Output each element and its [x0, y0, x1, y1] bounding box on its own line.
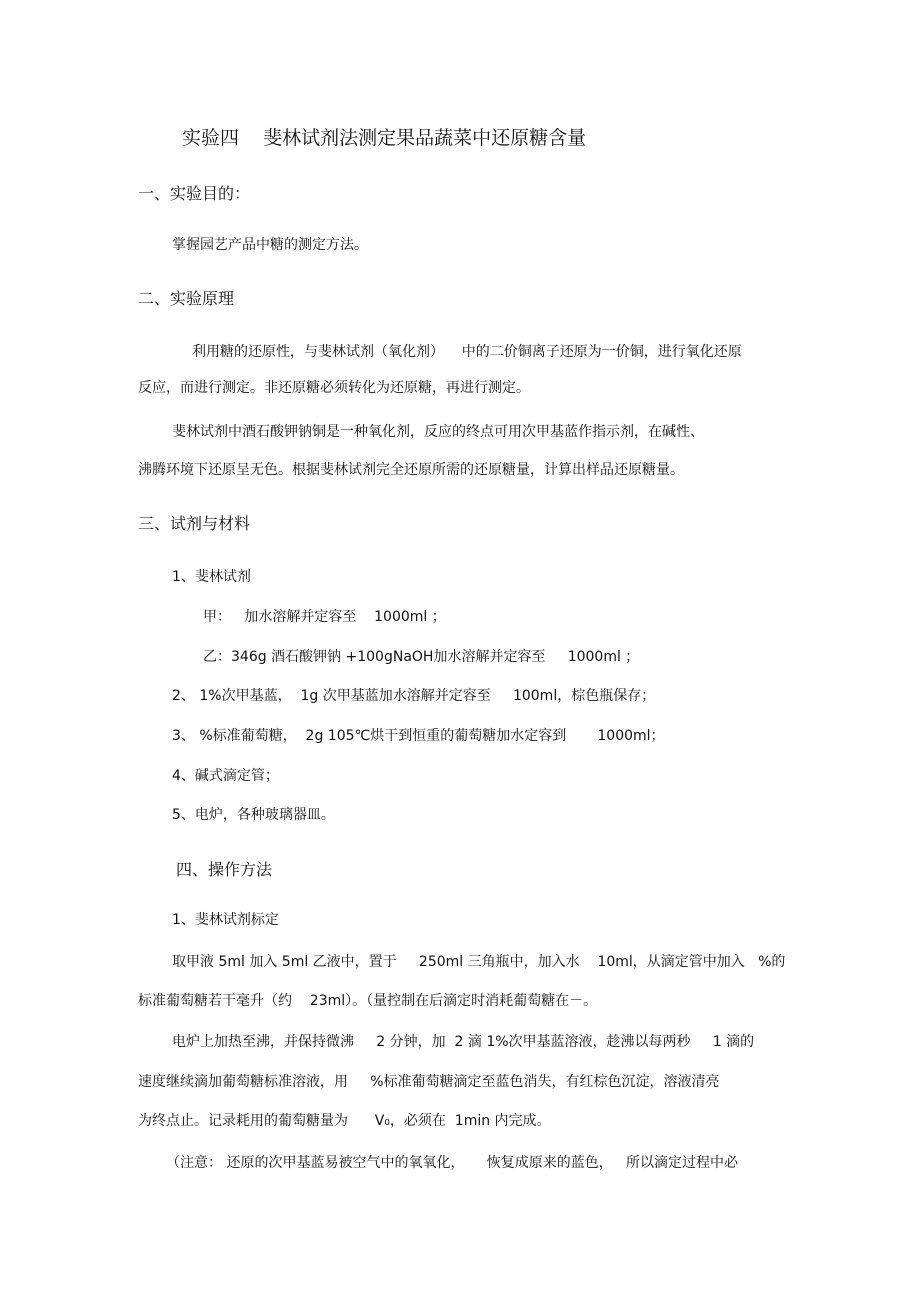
- list-item: 2、 1%次甲基蓝， 1g 次甲基蓝加水溶解并定容至 100ml，棕色瓶保存；: [172, 688, 656, 704]
- paragraph-line: 沸腾环境下还原呈无色。根据斐林试剂完全还原所需的还原糖量，计算出样品还原糖量。: [138, 462, 684, 478]
- document-title: 实验四 斐林试剂法测定果品蔬菜中还原糖含量: [182, 127, 587, 149]
- paragraph-line: （注意： 还原的次甲基蓝易被空气中的氧氧化， 恢复成原来的蓝色， 所以滴定过程中必: [166, 1155, 739, 1171]
- paragraph-line: 为终点止。记录耗用的葡萄糖量为 V₀，必须在 1min 内完成。: [138, 1113, 551, 1129]
- paragraph-line: 标准葡萄糖若干毫升（约 23ml）。（量控制在后滴定时消耗葡萄糖在－。: [138, 993, 598, 1009]
- paragraph-line: 电炉上加热至沸，并保持微沸 2 分钟，加 2 滴 1%次甲基蓝溶液，趁沸以每两秒 1 滴的: [172, 1034, 755, 1050]
- section-heading-principle: 二、实验原理: [138, 289, 235, 308]
- list-item: 乙：346g 酒石酸钾钠 +100gNaOH加水溶解并定容至 1000ml ；: [203, 649, 640, 665]
- section-heading-procedure: 四、操作方法: [176, 860, 273, 879]
- paragraph-line: 反应，而进行测定。非还原糖必须转化为还原糖，再进行测定。: [138, 380, 530, 396]
- paragraph-line: 利用糖的还原性，与斐林试剂（氧化剂） 中的二价铜离子还原为一价铜，进行氧化还原: [192, 344, 742, 360]
- list-item: 4、碱式滴定管；: [172, 768, 279, 784]
- section-heading-reagents: 三、试剂与材料: [138, 514, 251, 533]
- subheading: 1、斐林试剂标定: [172, 912, 279, 928]
- list-item: 5、电炉，各种玻璃器皿。: [172, 807, 335, 823]
- list-item: 甲： 加水溶解并定容至 1000ml ；: [203, 609, 446, 625]
- paragraph-line: 斐林试剂中酒石酸钾钠铜是一种氧化剂，反应的终点可用次甲基蓝作指示剂，在碱性、: [172, 424, 704, 440]
- paragraph-line: 速度继续滴加葡萄糖标准溶液，用 %标准葡萄糖滴定至蓝色消失，有红棕色沉淀，溶液清亮: [138, 1074, 720, 1090]
- paragraph: 掌握园艺产品中糖的测定方法。: [172, 237, 368, 253]
- section-heading-purpose: 一、实验目的：: [138, 184, 251, 203]
- list-item: 3、 %标准葡萄糖， 2g 105℃烘干到恒重的葡萄糖加水定容到 1000ml；: [172, 728, 665, 744]
- list-item: 1、斐林试剂: [172, 569, 251, 585]
- paragraph-line: 取甲液 5ml 加入 5ml 乙液中，置于 250ml 三角瓶中，加入水 10ml，从滴定管中加入 %的: [172, 954, 786, 970]
